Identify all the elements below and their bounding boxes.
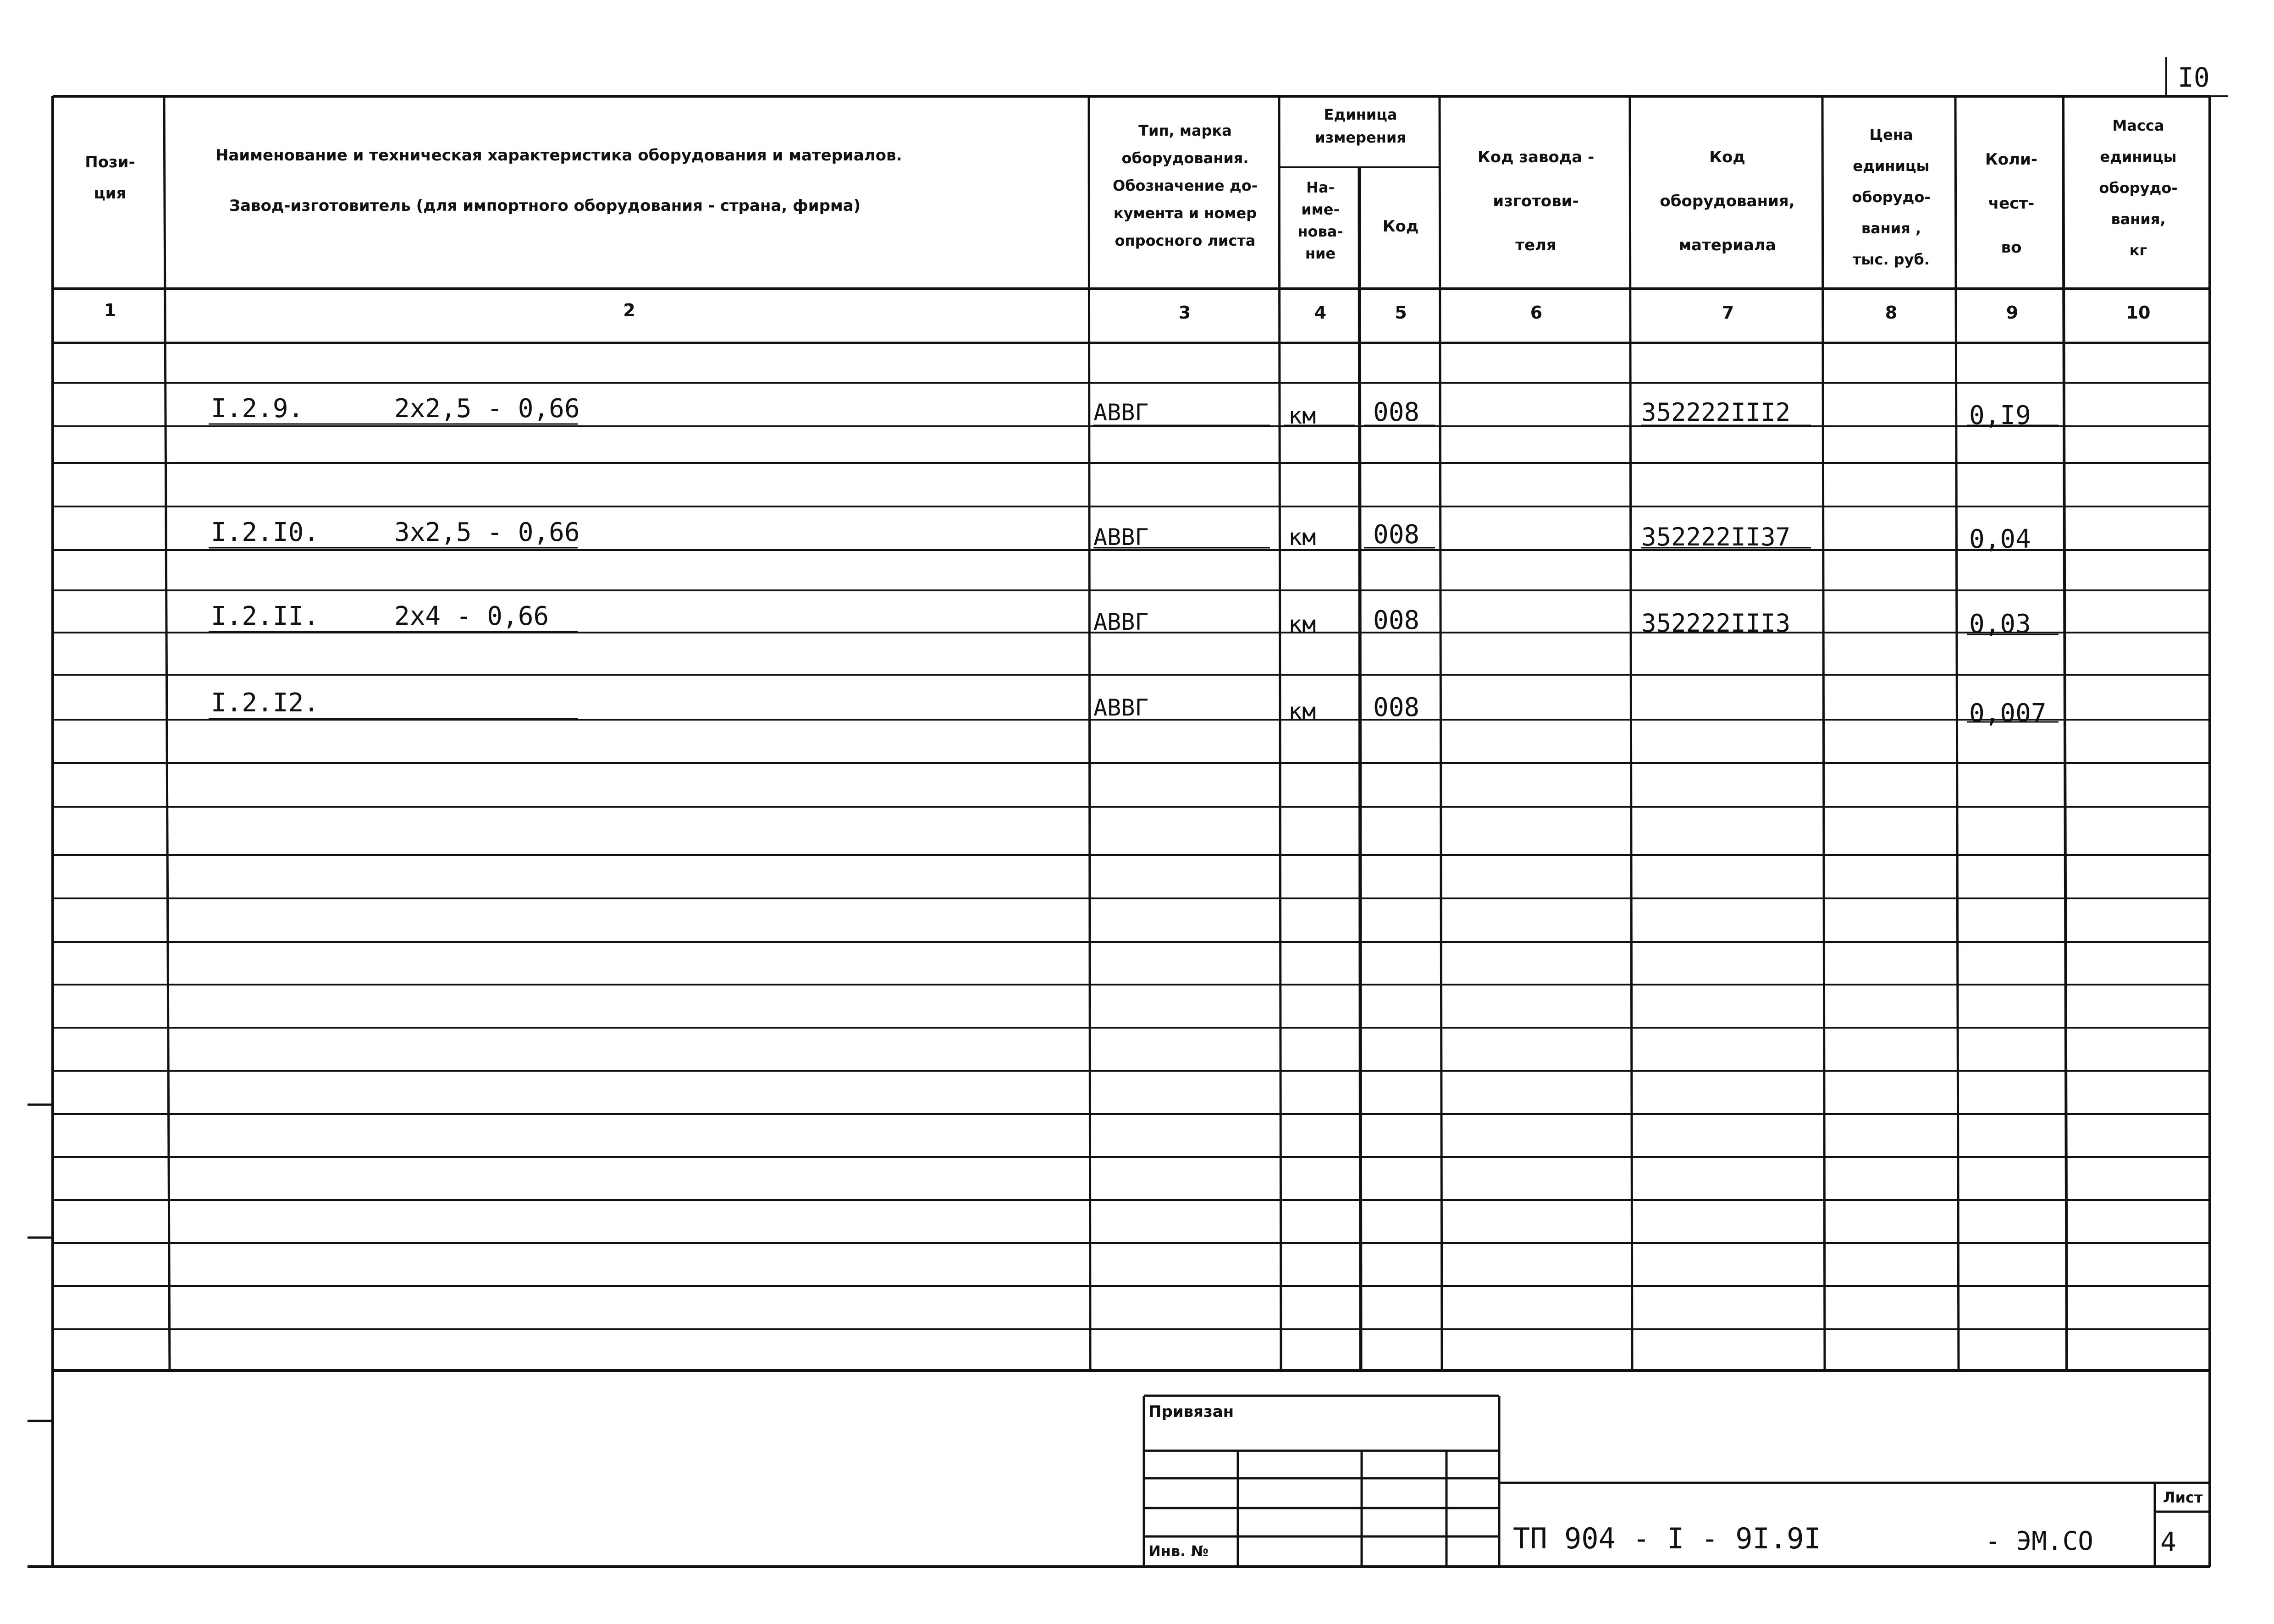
column-number-2: 2 — [623, 300, 635, 320]
row-quantity: 0,04 — [1969, 524, 2031, 554]
column-number-1: 1 — [104, 300, 116, 320]
column-number-9: 9 — [2006, 303, 2019, 323]
row-position: I.2.9. — [211, 394, 304, 424]
row-unit: км — [1288, 698, 1316, 725]
sheet-number: 4 — [2160, 1526, 2176, 1558]
row-position: I.2.I2. — [211, 688, 320, 718]
row-type: АВВГ — [1093, 399, 1149, 426]
document-suffix: - ЭМ.СО — [1985, 1526, 2094, 1556]
header-unit-group: Единица измерения — [1315, 106, 1406, 146]
row-type: АВВГ — [1093, 524, 1149, 551]
header-unit-price: Цена единицы оборудо- вания , тыс. руб. — [1852, 126, 1931, 268]
row-quantity: 0,03 — [1969, 609, 2031, 639]
header-plant-code: Код завода - изготови- теля — [1477, 148, 1595, 254]
row-type: АВВГ — [1093, 694, 1149, 721]
stamp-bound-label: Привязан — [1148, 1403, 1234, 1421]
header-unit-code: Код — [1382, 217, 1419, 236]
header-description-line1: Наименование и техническая характеристика оборудования и материалов. — [215, 146, 902, 165]
header-description-line2: Завод-изготовитель (для импортного оборудования - страна, фирма) — [229, 197, 861, 215]
row-unit: км — [1288, 611, 1316, 638]
page-number-top: I0 — [2178, 62, 2210, 93]
column-number-4: 4 — [1314, 303, 1327, 323]
row-position: I.2.II. — [211, 601, 320, 631]
column-number-8: 8 — [1885, 303, 1898, 323]
column-number-7: 7 — [1722, 303, 1734, 323]
row-quantity: 0,I9 — [1969, 401, 2031, 430]
row-unit: км — [1288, 524, 1316, 551]
row-equipment-code: 352222III3 — [1641, 609, 1791, 638]
row-description: 2х4 - 0,66 — [394, 601, 549, 631]
row-unit-code: 008 — [1373, 606, 1420, 635]
stamp-inv-label: Инв. № — [1148, 1542, 1209, 1560]
header-unit-mass: Масса единицы оборудо- вания, кг — [2099, 117, 2178, 259]
row-description: 2х2,5 - 0,66 — [394, 394, 580, 424]
row-equipment-code: 352222II37 — [1641, 523, 1791, 551]
row-equipment-code: 352222III2 — [1641, 398, 1791, 427]
document-code: ТП 904 - I - 9I.9I — [1513, 1522, 1821, 1555]
header-equipment-code: Код оборудования, материала — [1660, 148, 1795, 254]
column-number-10: 10 — [2126, 303, 2151, 323]
header-position: Пози- ция — [85, 153, 135, 203]
header-quantity: Коли- чест- во — [1985, 150, 2037, 257]
row-unit: км — [1288, 402, 1316, 429]
row-unit-code: 008 — [1373, 397, 1420, 427]
row-type: АВВГ — [1093, 609, 1149, 635]
column-number-5: 5 — [1395, 303, 1407, 323]
row-unit-code: 008 — [1373, 520, 1420, 550]
row-unit-code: 008 — [1373, 693, 1420, 722]
column-number-3: 3 — [1178, 303, 1191, 323]
row-description: 3х2,5 - 0,66 — [394, 517, 580, 547]
row-quantity: 0,007 — [1969, 699, 2047, 728]
row-position: I.2.I0. — [211, 517, 320, 547]
header-unit-name: На- име- нова- ние — [1297, 179, 1343, 262]
column-number-6: 6 — [1530, 303, 1543, 323]
sheet-label: Лист — [2163, 1489, 2203, 1506]
header-type-mark: Тип, марка оборудования. Обозначение до- кумента и номер опросного листа — [1113, 122, 1258, 249]
